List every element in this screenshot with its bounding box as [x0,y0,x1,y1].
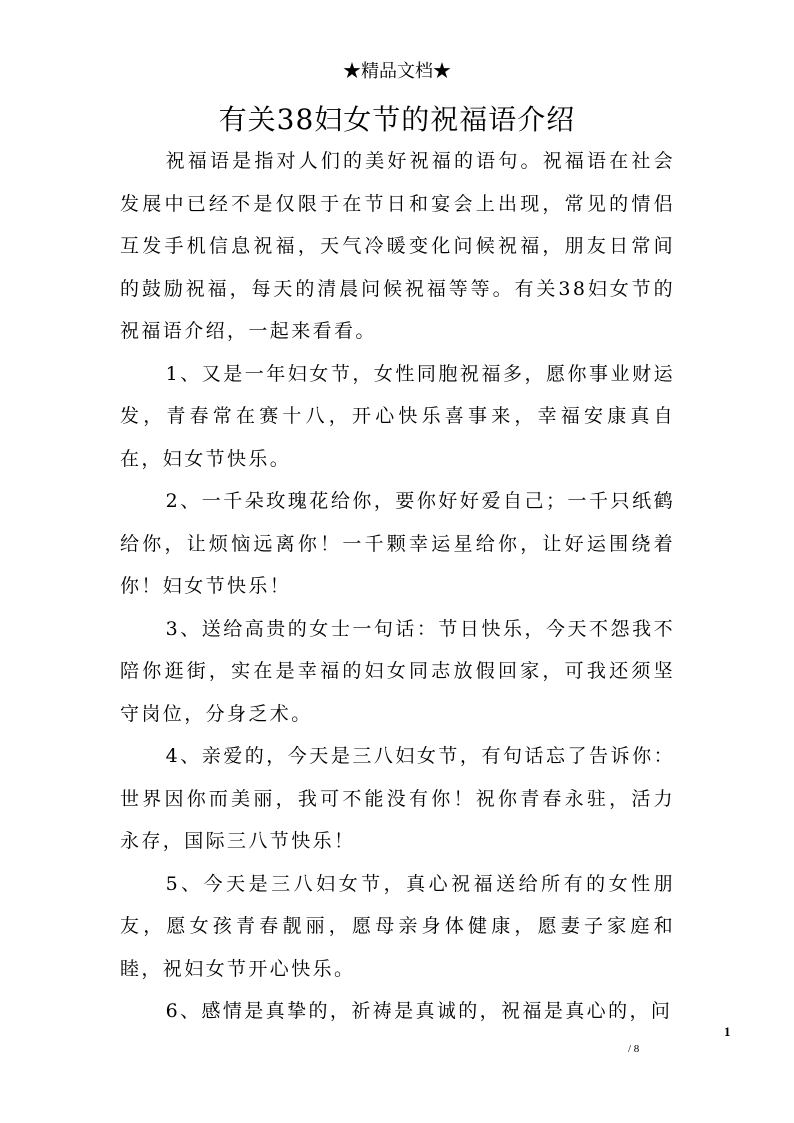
blessing-paragraph-1: 1、又是一年妇女节，女性同胞祝福多，愿你事业财运发，青春常在赛十八，开心快乐喜事来，幸福安康真自在，妇女节快乐。 [120,362,675,470]
page-number: 1 [724,1024,731,1039]
document-body [120,140,675,1033]
document-header-label: ★精品文档★ [343,61,451,82]
blessing-paragraph-4: 4、亲爱的，今天是三八妇女节，有句话忘了告诉你：世界因你而美丽，我可不能没有你！祝你青春永驻，活力永存，国际三八节快乐！ [120,745,675,852]
blessing-paragraph-3: 3、送给高贵的女士一句话：节日快乐，今天不怨我不陪你逛街，实在是幸福的妇女同志放假回家，可我还须坚守岗位，分身乏术。 [120,617,675,725]
blessing-paragraph-6: 6、感情是真挚的，祈祷是真诚的，祝福是真心的，问 [165,1000,673,1022]
blessing-paragraph-5: 5、今天是三八妇女节，真心祝福送给所有的女性朋友，愿女孩青春靓丽，愿母亲身体健康，愿妻子家庭和睦，祝妇女节开心快乐。 [120,872,675,980]
blessing-paragraph-2: 2、一千朵玫瑰花给你，要你好好爱自己；一千只纸鹤给你，让烦恼远离你！一千颗幸运星给你，让好运围绕着你！妇女节快乐！ [120,490,675,597]
document-title: 有关38妇女节的祝福语介绍 [218,103,576,136]
page-count: / 8 [628,1043,640,1055]
intro-paragraph: 祝福语是指对人们的美好祝福的语句。祝福语在社会发展中已经不是仅限于在节日和宴会上出现，常见的情侣互发手机信息祝福，天气冷暖变化问候祝福，朋友日常间的鼓励祝福，每天的清晨问候祝福等等。有关38妇女节的祝福语介绍，一起来看看。 [120,150,675,342]
